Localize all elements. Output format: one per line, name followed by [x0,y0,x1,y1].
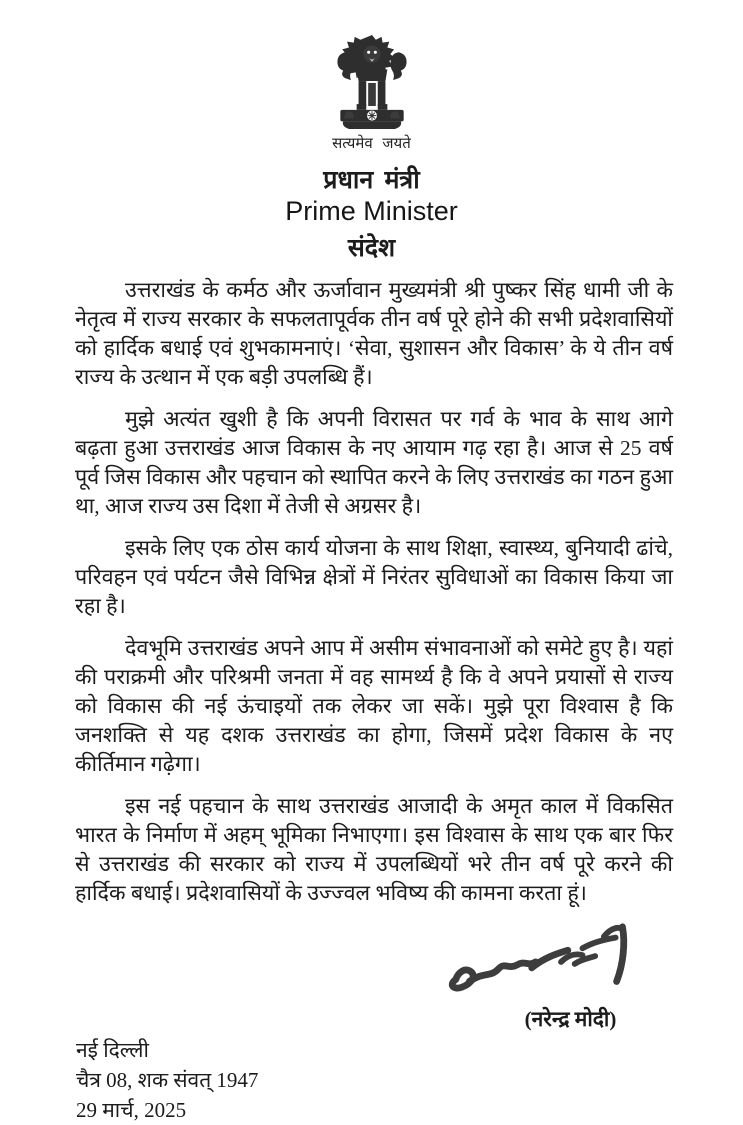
letter-subject: संदेश [347,235,396,262]
signature-image [440,921,645,999]
paragraph-3: इसके लिए एक ठोस कार्य योजना के साथ शिक्षा, स्वास्थ्य, बुनियादी ढांचे, परिवहन एवं पर्यटन जैसे विभिन्न क्षेत्रों में निरंतर सुविधाओं का विकास किया जा रहा है। [75,536,673,618]
place: नई दिल्ली [76,1038,149,1062]
emblem-motto: सत्यमेव जयते [332,136,411,152]
place-date-block [0,1035,743,1125]
signature-block [0,921,743,1033]
paragraph-2: मुझे अत्यंत खुशी है कि अपनी विरासत पर गर्व के भाव के साथ आगे बढ़ता हुआ उत्तराखंड आज विकास के नए आयाम गढ़ रहा है। आज से 25 वर्ष पूर्व जिस विकास और पहचान को स्थापित करने के लिए उत्तराखंड का गठन हुआ था, आज राज्य उस दिशा में तेजी से अग्रसर है। [75,407,673,518]
letterhead [0,0,743,264]
signatory-name: (नरेन्द्र मोदी) [524,1007,617,1031]
paragraph-5: इस नई पहचान के साथ उत्तराखंड आजादी के अमृत काल में विकसित भारत के निर्माण में अहम् भूमिका निभाएगा। इस विश्वास के साथ एक बार फिर से उत्तराखंड की सरकार को राज्य में उपलब्धियों भरे तीन वर्ष पूरे करने की हार्दिक बधाई। प्रदेशवासियों के उज्ज्वल भविष्य की कामना करता हूं। [75,794,673,905]
date-saka: चैत्र 08, शक संवत् 1947 [76,1068,259,1092]
paragraph-4: देवभूमि उत्तराखंड अपने आप में असीम संभावनाओं को समेटे हुए है। यहां की पराक्रमी और परिश्रमी जनता में वह सामर्थ्य है कि वे अपने प्रयासों से राज्य को विकास की नई ऊंचाइयों तक लेकर जा सकें। मुझे पूरा विश्वास है कि जनशक्ति से यह दशक उत्तराखंड का होगा, जिसमें प्रदेश विकास के नए कीर्तिमान गढ़ेगा। [75,636,673,776]
paragraph-1: उत्तराखंड के कर्मठ और ऊर्जावान मुख्यमंत्री श्री पुष्कर सिंह धामी जी के नेतृत्व में राज्य सरकार के सफलतापूर्वक तीन वर्ष पूरे होने की सभी प्रदेशवासियों को हार्दिक बधाई एवं शुभकामनाएं। ‘सेवा, सुशासन और विकास’ के ये तीन वर्ष राज्य के उत्थान में एक बड़ी उपलब्धि हैं। [75,278,673,389]
india-emblem-icon [324,33,420,131]
title-english: Prime Minister [285,196,458,226]
letter-body [0,276,743,908]
date-gregorian: 29 मार्च, 2025 [76,1098,187,1122]
title-hindi: प्रधान मंत्री [323,167,420,194]
